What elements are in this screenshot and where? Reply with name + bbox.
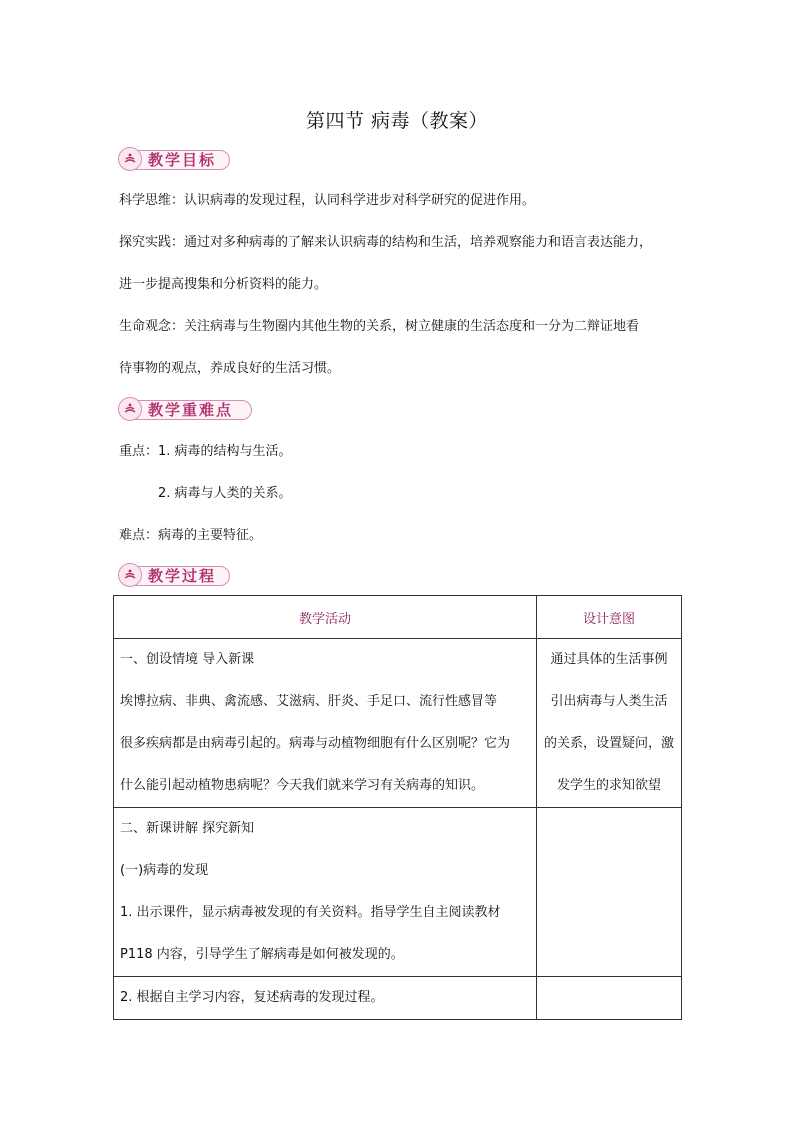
intent-cell <box>537 808 682 977</box>
table-row <box>114 977 682 1020</box>
goal-line: 生命观念：关注病毒与生物圈内其他生物的关系，树立健康的生活态度和一分为二辩证地看 <box>119 319 640 334</box>
activity-line: 二、新课讲解 探究新知 <box>120 821 255 836</box>
intent-line: 发学生的求知欲望 <box>556 778 661 793</box>
intent-line: 的关系，设置疑问，激 <box>543 736 674 751</box>
section-badge-goals <box>118 148 216 170</box>
book-stack-icon <box>118 147 142 171</box>
section-title-keypoints: 教学重难点 <box>148 400 234 419</box>
goal-line: 探究实践：通过对多种病毒的了解来认识病毒的结构和生活，培养观察能力和语言表达能力， <box>119 235 653 250</box>
book-stack-icon <box>118 563 142 587</box>
keypoint-line: 2. 病毒与人类的关系。 <box>158 486 292 501</box>
activity-line: 一、创设情境 导入新课 <box>120 652 255 667</box>
intent-line: 通过具体的生活事例 <box>550 652 668 667</box>
header-intent: 设计意图 <box>537 596 682 639</box>
activity-line: (一)病毒的发现 <box>120 863 209 878</box>
goal-line: 科学思维：认识病毒的发现过程，认同科学进步对科学研究的促进作用。 <box>119 193 536 208</box>
activity-cell <box>114 808 537 977</box>
activity-cell <box>114 639 537 808</box>
activity-line: 1. 出示课件，显示病毒被发现的有关资料。指导学生自主阅读教材 <box>120 905 501 920</box>
intent-cell <box>537 639 682 808</box>
section-badge-process <box>118 564 216 586</box>
goal-line: 进一步提高搜集和分析资料的能力。 <box>119 277 328 292</box>
table-header-row <box>114 596 682 639</box>
intent-line: 引出病毒与人类生活 <box>550 694 668 709</box>
book-stack-icon <box>118 397 142 421</box>
teaching-process-table <box>113 595 682 1020</box>
intent-cell <box>537 977 682 1020</box>
table-row <box>114 808 682 977</box>
activity-line: 2. 根据自主学习内容，复述病毒的发现过程。 <box>120 990 384 1005</box>
table-row <box>114 639 682 808</box>
activity-line: 很多疾病都是由病毒引起的。病毒与动植物细胞有什么区别呢？它为 <box>120 736 511 751</box>
header-activity: 教学活动 <box>114 596 537 639</box>
activity-line: P118 内容，引导学生了解病毒是如何被发现的。 <box>120 947 404 962</box>
page-title: 第四节 病毒（教案） <box>305 110 489 132</box>
difficulty-line: 难点：病毒的主要特征。 <box>119 528 263 543</box>
keypoint-line: 重点：1. 病毒的结构与生活。 <box>119 444 292 459</box>
section-title-process: 教学过程 <box>148 566 217 585</box>
activity-cell <box>114 977 537 1020</box>
goal-line: 待事物的观点，养成良好的生活习惯。 <box>119 361 341 376</box>
activity-line: 埃博拉病、非典、禽流感、艾滋病、肝炎、手足口、流行性感冒等 <box>120 694 498 709</box>
section-title-goals: 教学目标 <box>148 150 217 169</box>
section-badge-keypoints <box>118 398 233 420</box>
activity-line: 什么能引起动植物患病呢？今天我们就来学习有关病毒的知识。 <box>120 778 485 793</box>
